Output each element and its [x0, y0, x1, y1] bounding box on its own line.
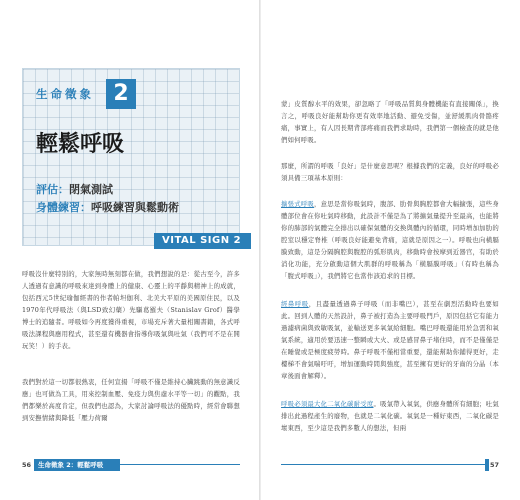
principle-2-lead: 經鼻呼吸	[281, 300, 309, 308]
footer-chapter-tab: 生命徵象 2：輕鬆呼吸	[34, 459, 120, 471]
left-footer	[22, 458, 240, 472]
principle-1-lead: 擴張式呼吸	[281, 200, 315, 208]
vital-sign-tag: VITAL SIGN 2	[154, 233, 251, 249]
principle-2-text: ，且盡量透過鼻子呼吸（而非嘴巴），甚至在劇烈活動時也要如此。回到人體的天然設計，鼻子被打造為主要呼吸門戶，原因包括它有能力過濾病菌與致敏吸氣，並輸送更多氧氣給細胞。嘴巴呼吸還能用於急需和氧氣系統，適用於要迅速一整瞬或大火、或是感冒鼻子堵住時，而不是僅僅是在睡覺或是極度疲勞時。鼻子呼吸不僅相當重要，還能幫助你鋪得更好，走樓梯不會氣喘吁吁，增加運動時間與強度，甚至擁有更好的牙齒的分晶（本章後面會解釋）。	[281, 300, 499, 380]
right-footer	[281, 458, 499, 472]
chapter-title: 輕鬆呼吸	[36, 132, 125, 157]
right-paragraph-3	[281, 198, 499, 282]
left-paragraph-1: 呼吸沒什麼特別的，大家無時無刻都在做，我們想說的是：從古至今，許多人透過有意識的呼吸來達到身體上的健康、心靈上的平靜與精神上的成就，包括西元5世紀瑜伽經書的作者帕坦伽利、北美大平原的美國原住民，以及1970年代呼吸法（與LSD致幻藥）先驅葛羅夫（Stanislav Grof）醫學博士的追隨者。呼吸如今再度獲得重視，市場充斥著大量相關書籍，各式呼吸法課程與應用程式，甚至還有機器會指導你吸氣與吐氣（我們可不是在開玩笑！）的手表。	[22, 270, 240, 350]
chapter-title-box	[22, 68, 240, 246]
right-paragraph-1: 蒙」皮質醇水平的效果，卻忽略了「呼吸品質與身體機能有直接關係」，換言之，呼吸良好能幫助你更有效率地活動、避免受傷，並舒緩肌肉骨骼疼痛，事實上，有人因長期背部疼痛而我們求助時，我們第一個檢查的就是他們如何呼吸。	[281, 100, 499, 144]
evaluation-text: 閉氣測試	[69, 183, 113, 196]
right-paragraph-5	[281, 398, 499, 434]
practice-text: 呼吸練習與鬆動術	[91, 201, 179, 214]
principle-3-lead: 呼吸必須最大化二氧化碳耐受度	[281, 400, 374, 408]
footer-rule	[120, 464, 240, 465]
right-page-number: 57	[489, 461, 499, 469]
practice-label: 身體練習：	[36, 201, 91, 214]
evaluation-label: 評估：	[36, 183, 69, 196]
practice-line	[36, 199, 179, 215]
vital-sign-label: 生命徵象	[36, 87, 94, 101]
left-page	[0, 0, 259, 500]
footer-tab-right	[485, 459, 489, 471]
footer-rule-right	[281, 464, 485, 465]
left-page-number: 56	[22, 461, 32, 469]
vital-sign-number: 2	[106, 79, 136, 109]
right-page	[261, 0, 520, 500]
principle-3-text: 。吸氣帶入氧氣，供應身體所有細胞；吐氣排出此過程產生的廢物，也就是二氧化碳。氧氣是一種好東西，二氧化碳是壞東西，至少這是我們多數人的想法，但兩	[281, 400, 499, 432]
right-paragraph-2: 那麼，所謂的呼吸「良好」是什麼意思呢？根據我們的定義，良好的呼吸必須具備三項基本原則：	[281, 162, 499, 182]
principle-1-text: ，意思是當你吸氣時，腹部、肋骨與胸腔都會大幅擴張，這些身體部位會在你吐氣時移動，此設計不僅是為了將擴氣量提升至最高，也能將你的肺部的氣體完全排出以確保氣體的交換與體內的循環，同時增加加肋的腔室以穩定脊椎（呼吸良好能避免背痛，這就是原因之一）。呼吸也向橫膈膜致動，這是分隔胸腔與腹腔的弧形肌肉，移動時會按摩到近器官，有助於消化功能，充分啟動這個大肌群的呼吸稱為「橫膈膜呼吸」（有時也稱為「腹式呼吸」），我們將它也當作該追求的目標。	[281, 200, 499, 280]
left-paragraph-2: 我們對於這一切都很熱衷，任何宣揚「呼吸不僅是維持心臟跳動的無意識反應」也可做為工具，用來控制血壓、免疫力與焦慮水平等一切」的觀點，我們都樂於高度肯定，但我們也認為，大家討論呼吸法的優點時，經常會聯想到安撫情緒與降低「壓力荷爾	[22, 378, 240, 422]
right-paragraph-4	[281, 298, 499, 382]
evaluation-line	[36, 181, 113, 197]
